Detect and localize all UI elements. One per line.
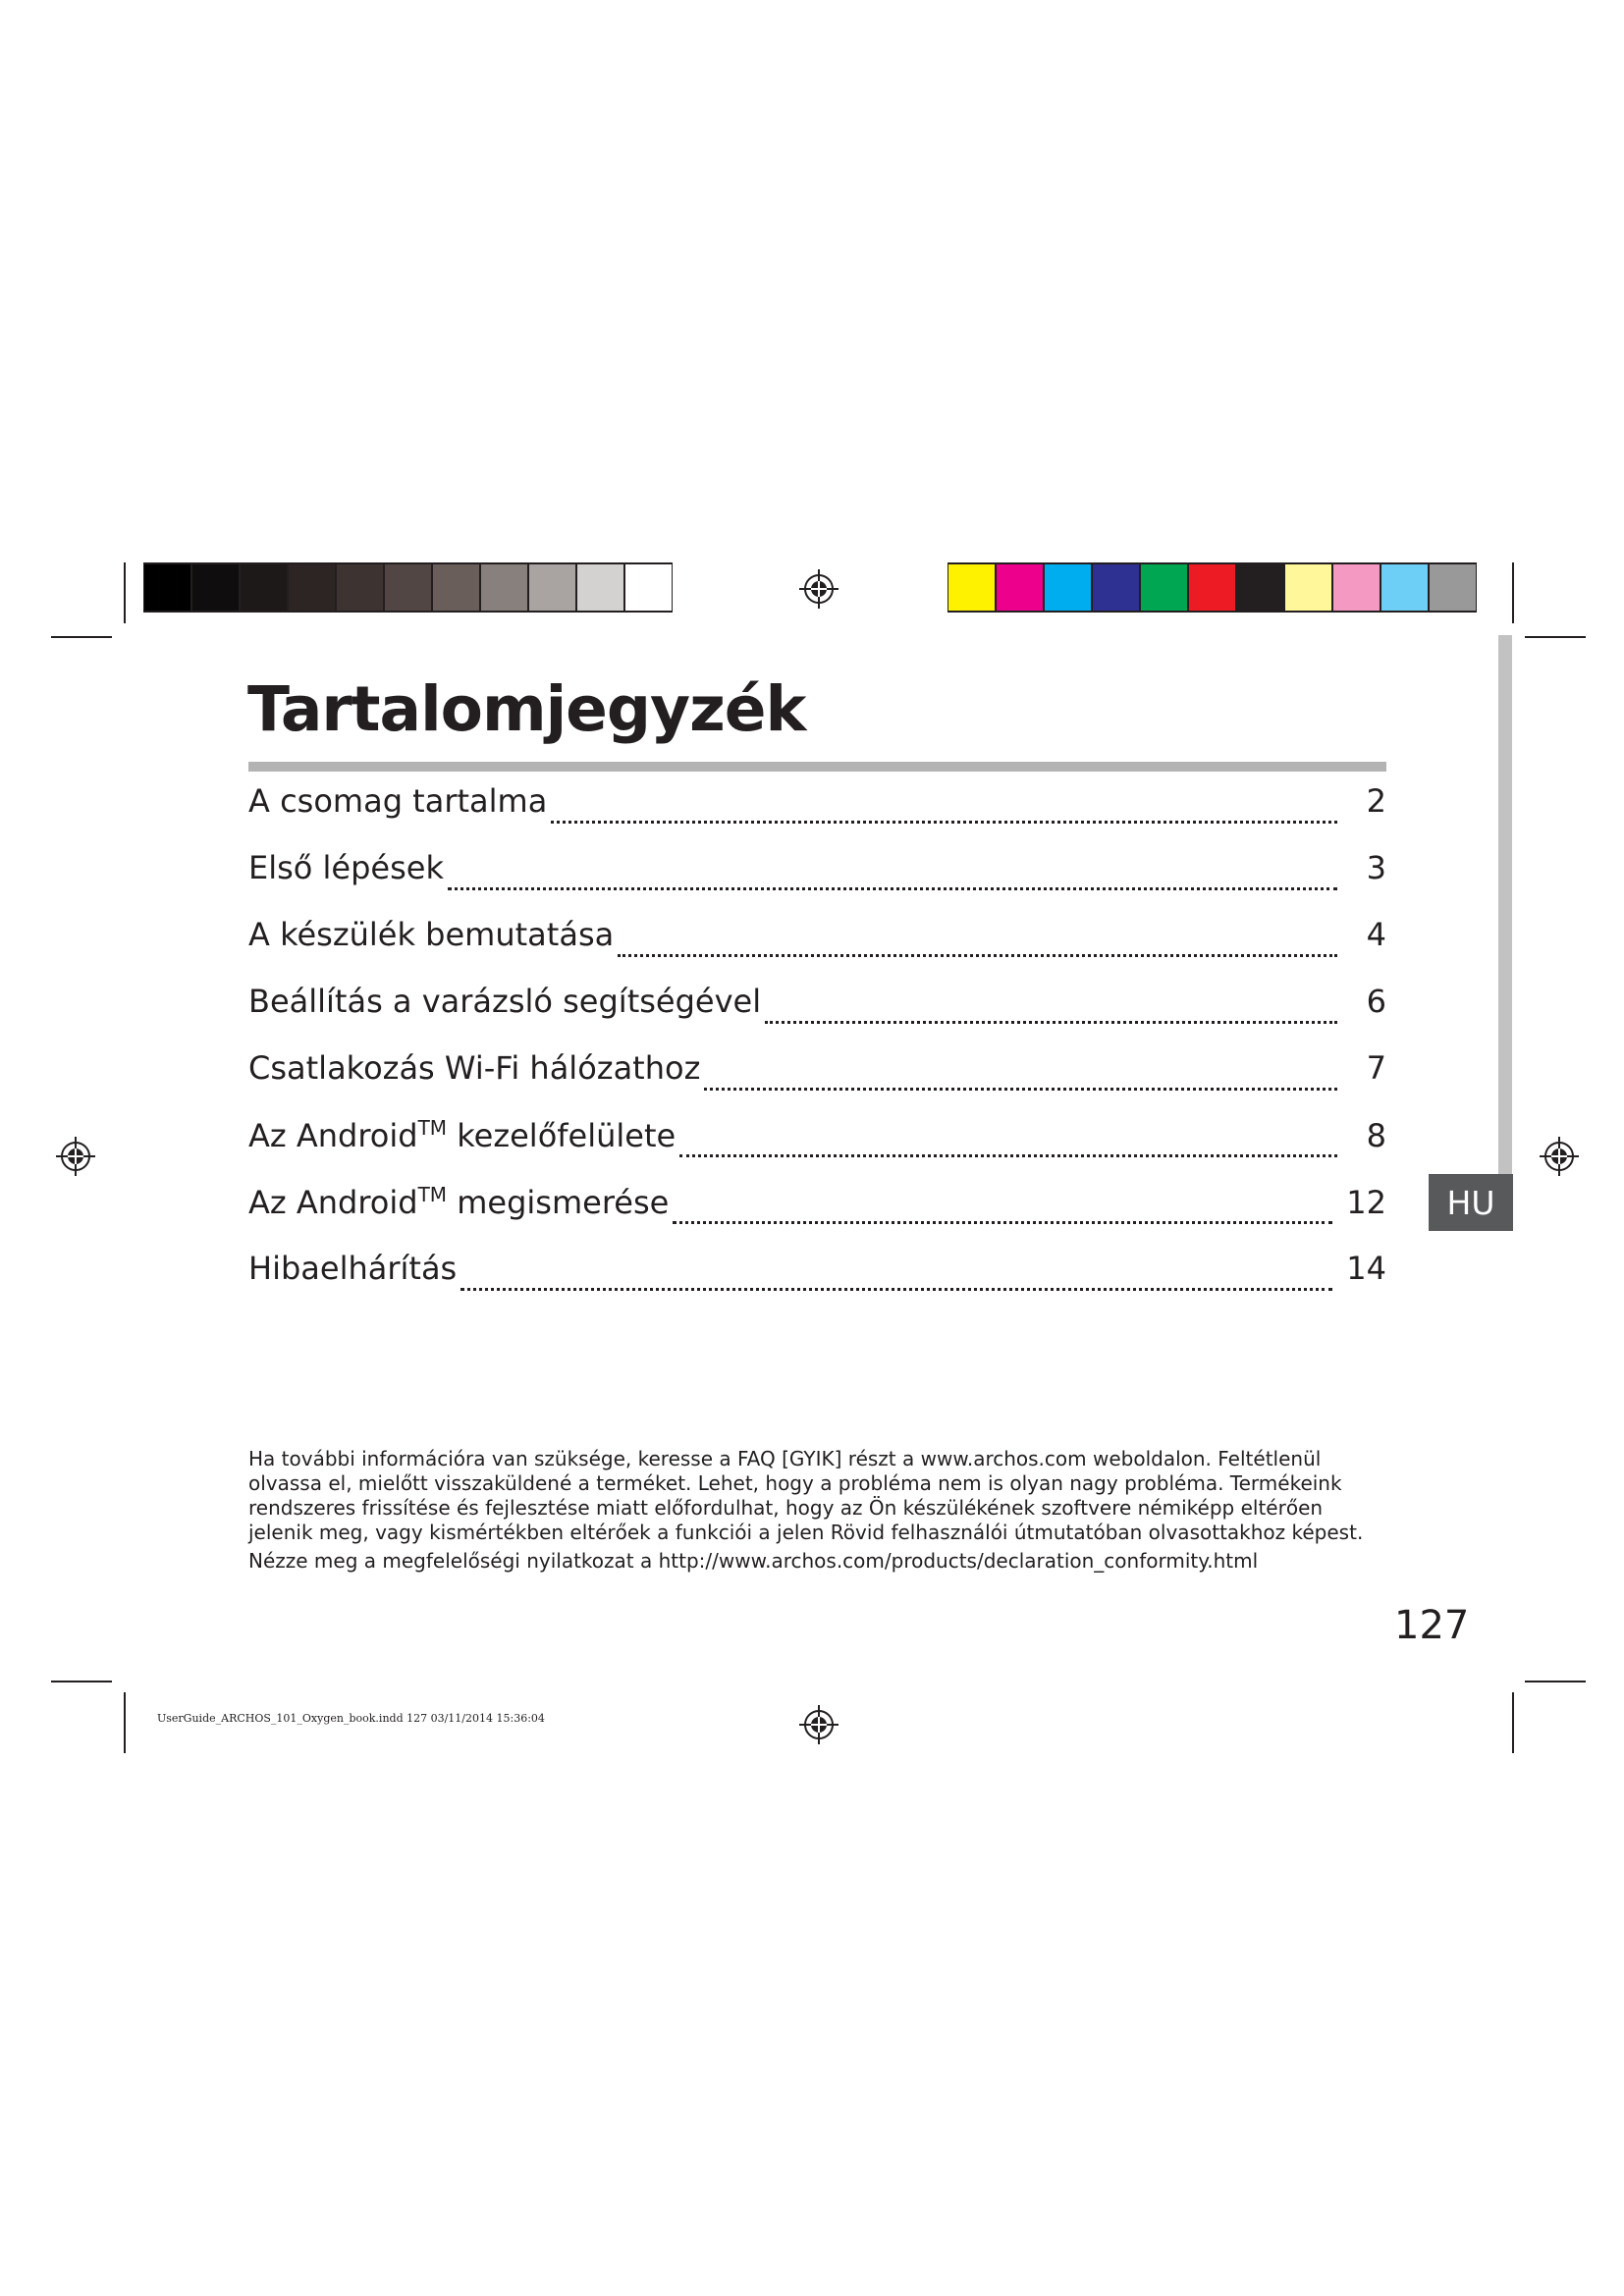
color-swatch [143, 562, 191, 613]
toc-entry[interactable] [248, 983, 1386, 1032]
crop-mark-top-left-horizontal [51, 636, 112, 638]
toc-entry[interactable] [248, 1049, 1386, 1098]
color-swatch [1044, 562, 1092, 613]
toc-entry-label: Az Android™ megismerése [248, 1183, 670, 1221]
toc-page-number: 3 [1366, 849, 1386, 886]
crop-mark-bottom-right-vertical [1512, 1692, 1514, 1753]
color-swatch [1188, 562, 1236, 613]
color-swatch [384, 562, 432, 613]
crop-mark-top-right-vertical [1512, 562, 1514, 623]
toc-entry[interactable] [248, 782, 1386, 831]
color-swatch [288, 562, 336, 613]
print-slug: UserGuide_ARCHOS_101_Oxygen_book.indd 127 03/11/2014 15:36:04 [157, 1712, 545, 1725]
color-swatch [191, 562, 240, 613]
toc-dot-leader [460, 1288, 1332, 1291]
page-number: 127 [1394, 1603, 1470, 1648]
grayscale-color-bar [143, 562, 673, 613]
color-swatch [1380, 562, 1429, 613]
color-swatch [480, 562, 528, 613]
color-swatch [576, 562, 624, 613]
title-underline [248, 762, 1386, 772]
notice-text [248, 1447, 1392, 1574]
registration-mark-icon [797, 1703, 840, 1746]
color-swatch [1429, 562, 1477, 613]
toc-entry[interactable] [248, 849, 1386, 898]
color-swatch [1140, 562, 1188, 613]
trademark-superscript: TM [417, 1183, 448, 1206]
color-swatch [1284, 562, 1332, 613]
color-swatch [1236, 562, 1284, 613]
notice-paragraph: Ha további információra van szüksége, keresse a FAQ [GYIK] részt a www.archos.com weboldalon. Feltétlenül olvassa el, mielőtt visszaküldené a terméket. Lehet, hogy a probléma nem is olyan nagy probléma. Termékeink rendszeres frissítése és fejlesztése miatt előfordulhat, hogy az Ön készülékének szoftvere némiképp eltérően jelenik meg, vagy kismértékben eltérőek a funkciói a jelen Rövid felhasználói útmutatóban olvasottakhoz képest. [248, 1447, 1364, 1544]
toc-entry-label: A készülék bemutatása [248, 916, 615, 953]
toc-page-number: 4 [1366, 916, 1386, 953]
color-swatch [1332, 562, 1380, 613]
toc-entry-label: Az Android™ kezelőfelülete [248, 1116, 677, 1154]
toc-dot-leader [551, 821, 1337, 824]
toc-entry-label: Első lépések [248, 849, 444, 886]
crop-mark-top-left-vertical [124, 562, 126, 623]
registration-mark-icon [1538, 1135, 1581, 1178]
toc-dot-leader [673, 1221, 1332, 1224]
toc-entry-label: Beállítás a varázsló segítségével [248, 983, 762, 1020]
toc-dot-leader [704, 1088, 1337, 1091]
color-swatch [240, 562, 288, 613]
trademark-superscript: TM [417, 1116, 448, 1140]
process-color-bar [947, 562, 1477, 613]
toc-page-number: 2 [1366, 782, 1386, 820]
toc-dot-leader [765, 1021, 1337, 1024]
color-swatch [1092, 562, 1140, 613]
toc-entry[interactable] [248, 1250, 1386, 1299]
toc-dot-leader [618, 954, 1337, 957]
toc-entry[interactable] [248, 1183, 1386, 1232]
crop-mark-top-right-horizontal [1525, 636, 1586, 638]
toc-entry-label: A csomag tartalma [248, 782, 548, 820]
toc-entry-label: Hibaelhárítás [248, 1250, 458, 1287]
registration-mark-icon [54, 1135, 97, 1178]
crop-mark-bottom-right-horizontal [1525, 1681, 1586, 1682]
page-title: Tartalomjegyzék [247, 673, 806, 745]
toc-page-number: 6 [1366, 983, 1386, 1020]
color-swatch [624, 562, 673, 613]
toc-entry[interactable] [248, 1116, 1386, 1165]
registration-mark-icon [797, 567, 840, 611]
toc-dot-leader [448, 887, 1337, 890]
color-swatch [947, 562, 996, 613]
toc-page-number: 7 [1366, 1049, 1386, 1087]
notice-paragraph: Nézze meg a megfelelőségi nyilatkozat a http://www.archos.com/products/declaration_conformity.html [248, 1549, 1259, 1573]
toc-page-number: 12 [1346, 1184, 1386, 1221]
toc-dot-leader [679, 1154, 1337, 1157]
color-swatch [528, 562, 576, 613]
toc-entry-label: Csatlakozás Wi-Fi hálózathoz [248, 1049, 701, 1087]
color-swatch [432, 562, 480, 613]
color-swatch [996, 562, 1044, 613]
toc-page-number: 14 [1346, 1250, 1386, 1287]
crop-mark-bottom-left-vertical [124, 1692, 126, 1753]
color-swatch [336, 562, 384, 613]
side-rule [1498, 635, 1512, 1204]
toc-page-number: 8 [1366, 1117, 1386, 1154]
language-tab: HU [1429, 1174, 1513, 1231]
crop-mark-bottom-left-horizontal [51, 1681, 112, 1682]
toc-entry[interactable] [248, 916, 1386, 965]
